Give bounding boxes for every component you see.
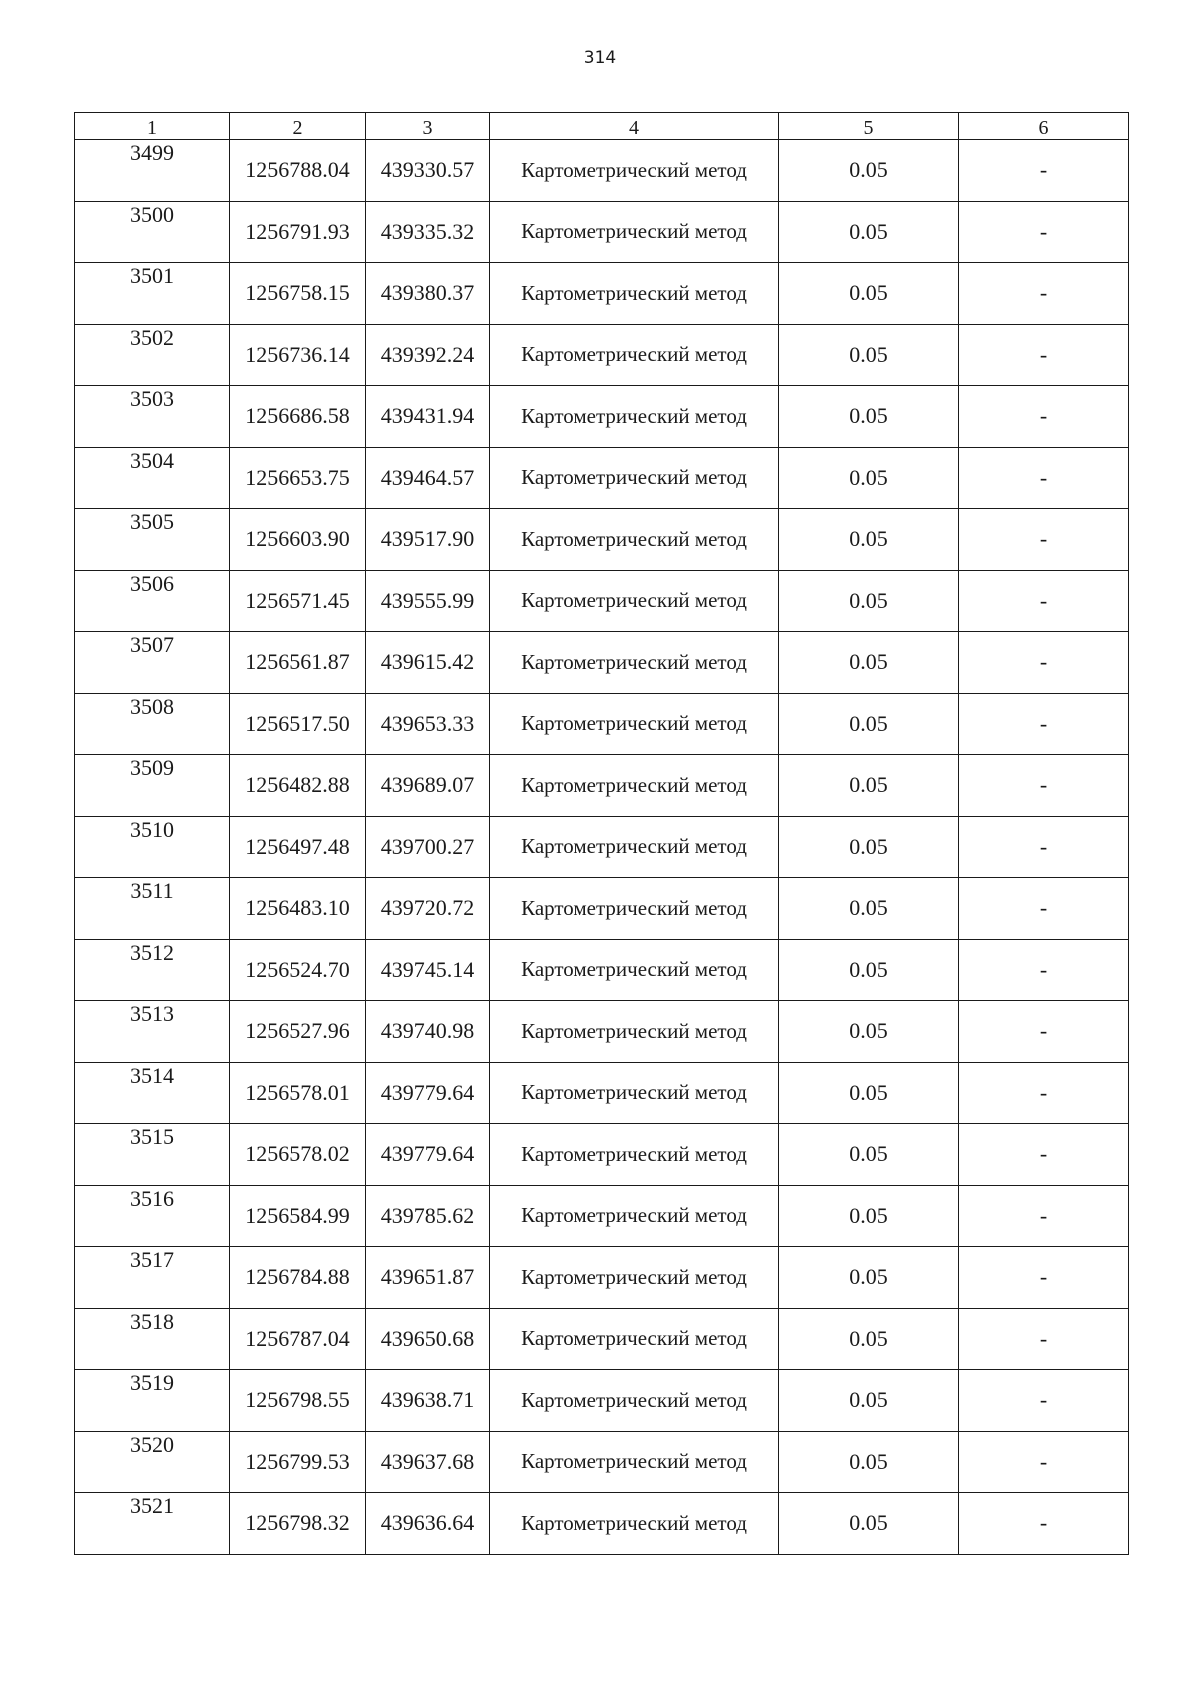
- cell-y-coordinate: 439720.72: [366, 878, 490, 940]
- cell-point-number: 3499: [75, 140, 230, 202]
- cell-accuracy: 0.05: [779, 939, 959, 1001]
- cell-point-number: 3515: [75, 1124, 230, 1186]
- table-row: [75, 1308, 1129, 1370]
- cell-y-coordinate: 439650.68: [366, 1308, 490, 1370]
- table-row: [75, 1431, 1129, 1493]
- table-row: [75, 509, 1129, 571]
- table-row: [75, 1247, 1129, 1309]
- cell-accuracy: 0.05: [779, 509, 959, 571]
- cell-accuracy: 0.05: [779, 1062, 959, 1124]
- cell-description: -: [959, 324, 1129, 386]
- cell-method: Картометрический метод: [490, 140, 779, 202]
- cell-x-coordinate: 1256736.14: [230, 324, 366, 386]
- cell-accuracy: 0.05: [779, 693, 959, 755]
- cell-description: -: [959, 693, 1129, 755]
- cell-y-coordinate: 439638.71: [366, 1370, 490, 1432]
- cell-method: Картометрический метод: [490, 1431, 779, 1493]
- cell-method: Картометрический метод: [490, 816, 779, 878]
- page-number: 314: [583, 48, 617, 68]
- cell-method: Картометрический метод: [490, 1493, 779, 1555]
- cell-method: Картометрический метод: [490, 1308, 779, 1370]
- cell-x-coordinate: 1256482.88: [230, 755, 366, 817]
- cell-x-coordinate: 1256758.15: [230, 263, 366, 325]
- table-row: [75, 263, 1129, 325]
- cell-point-number: 3520: [75, 1431, 230, 1493]
- cell-accuracy: 0.05: [779, 570, 959, 632]
- cell-x-coordinate: 1256524.70: [230, 939, 366, 1001]
- cell-point-number: 3501: [75, 263, 230, 325]
- cell-accuracy: 0.05: [779, 447, 959, 509]
- cell-x-coordinate: 1256653.75: [230, 447, 366, 509]
- cell-point-number: 3510: [75, 816, 230, 878]
- table-row: [75, 201, 1129, 263]
- table-row: [75, 140, 1129, 202]
- cell-y-coordinate: 439689.07: [366, 755, 490, 817]
- cell-x-coordinate: 1256571.45: [230, 570, 366, 632]
- cell-point-number: 3509: [75, 755, 230, 817]
- cell-accuracy: 0.05: [779, 386, 959, 448]
- cell-point-number: 3518: [75, 1308, 230, 1370]
- cell-y-coordinate: 439380.37: [366, 263, 490, 325]
- cell-accuracy: 0.05: [779, 816, 959, 878]
- cell-point-number: 3505: [75, 509, 230, 571]
- cell-accuracy: 0.05: [779, 1308, 959, 1370]
- cell-point-number: 3517: [75, 1247, 230, 1309]
- cell-point-number: 3507: [75, 632, 230, 694]
- cell-x-coordinate: 1256784.88: [230, 1247, 366, 1309]
- header-col-3: 3: [366, 113, 490, 140]
- cell-description: -: [959, 447, 1129, 509]
- cell-x-coordinate: 1256798.32: [230, 1493, 366, 1555]
- cell-description: -: [959, 939, 1129, 1001]
- table-row: [75, 939, 1129, 1001]
- cell-y-coordinate: 439700.27: [366, 816, 490, 878]
- cell-y-coordinate: 439651.87: [366, 1247, 490, 1309]
- cell-x-coordinate: 1256578.01: [230, 1062, 366, 1124]
- cell-accuracy: 0.05: [779, 263, 959, 325]
- cell-y-coordinate: 439464.57: [366, 447, 490, 509]
- cell-method: Картометрический метод: [490, 632, 779, 694]
- table-row: [75, 570, 1129, 632]
- cell-description: -: [959, 1308, 1129, 1370]
- cell-x-coordinate: 1256483.10: [230, 878, 366, 940]
- table-row: [75, 324, 1129, 386]
- cell-method: Картометрический метод: [490, 447, 779, 509]
- cell-accuracy: 0.05: [779, 1370, 959, 1432]
- cell-x-coordinate: 1256578.02: [230, 1124, 366, 1186]
- cell-description: -: [959, 1370, 1129, 1432]
- coordinates-table: [74, 112, 1129, 1555]
- cell-y-coordinate: 439637.68: [366, 1431, 490, 1493]
- cell-description: -: [959, 632, 1129, 694]
- cell-method: Картометрический метод: [490, 1185, 779, 1247]
- table-row: [75, 632, 1129, 694]
- cell-y-coordinate: 439615.42: [366, 632, 490, 694]
- cell-method: Картометрический метод: [490, 570, 779, 632]
- cell-method: Картометрический метод: [490, 693, 779, 755]
- header-col-6: 6: [959, 113, 1129, 140]
- cell-x-coordinate: 1256791.93: [230, 201, 366, 263]
- cell-x-coordinate: 1256561.87: [230, 632, 366, 694]
- cell-x-coordinate: 1256527.96: [230, 1001, 366, 1063]
- cell-point-number: 3506: [75, 570, 230, 632]
- cell-description: -: [959, 878, 1129, 940]
- cell-y-coordinate: 439785.62: [366, 1185, 490, 1247]
- table-body: [75, 140, 1129, 1555]
- cell-description: -: [959, 1001, 1129, 1063]
- cell-method: Картометрический метод: [490, 324, 779, 386]
- cell-point-number: 3502: [75, 324, 230, 386]
- cell-method: Картометрический метод: [490, 1247, 779, 1309]
- cell-description: -: [959, 816, 1129, 878]
- cell-description: -: [959, 201, 1129, 263]
- cell-point-number: 3508: [75, 693, 230, 755]
- cell-method: Картометрический метод: [490, 1001, 779, 1063]
- cell-y-coordinate: 439555.99: [366, 570, 490, 632]
- table-row: [75, 1493, 1129, 1555]
- table-row: [75, 447, 1129, 509]
- cell-accuracy: 0.05: [779, 201, 959, 263]
- cell-point-number: 3521: [75, 1493, 230, 1555]
- table-row: [75, 1001, 1129, 1063]
- cell-accuracy: 0.05: [779, 632, 959, 694]
- cell-y-coordinate: 439636.64: [366, 1493, 490, 1555]
- cell-method: Картометрический метод: [490, 509, 779, 571]
- cell-accuracy: 0.05: [779, 1493, 959, 1555]
- cell-accuracy: 0.05: [779, 1124, 959, 1186]
- cell-description: -: [959, 1185, 1129, 1247]
- cell-x-coordinate: 1256788.04: [230, 140, 366, 202]
- cell-description: -: [959, 140, 1129, 202]
- cell-method: Картометрический метод: [490, 939, 779, 1001]
- cell-x-coordinate: 1256603.90: [230, 509, 366, 571]
- cell-description: -: [959, 386, 1129, 448]
- table-row: [75, 1370, 1129, 1432]
- cell-method: Картометрический метод: [490, 1370, 779, 1432]
- cell-method: Картометрический метод: [490, 263, 779, 325]
- cell-description: -: [959, 1431, 1129, 1493]
- cell-x-coordinate: 1256517.50: [230, 693, 366, 755]
- table-row: [75, 693, 1129, 755]
- table-row: [75, 816, 1129, 878]
- cell-method: Картометрический метод: [490, 201, 779, 263]
- cell-y-coordinate: 439740.98: [366, 1001, 490, 1063]
- cell-accuracy: 0.05: [779, 1001, 959, 1063]
- table-row: [75, 386, 1129, 448]
- header-col-5: 5: [779, 113, 959, 140]
- cell-method: Картометрический метод: [490, 1124, 779, 1186]
- cell-accuracy: 0.05: [779, 324, 959, 386]
- cell-accuracy: 0.05: [779, 1185, 959, 1247]
- cell-y-coordinate: 439330.57: [366, 140, 490, 202]
- cell-point-number: 3504: [75, 447, 230, 509]
- cell-point-number: 3516: [75, 1185, 230, 1247]
- header-row: [75, 113, 1129, 140]
- cell-description: -: [959, 755, 1129, 817]
- cell-point-number: 3519: [75, 1370, 230, 1432]
- cell-x-coordinate: 1256799.53: [230, 1431, 366, 1493]
- cell-method: Картометрический метод: [490, 878, 779, 940]
- cell-description: -: [959, 1062, 1129, 1124]
- cell-description: -: [959, 509, 1129, 571]
- table-row: [75, 878, 1129, 940]
- cell-y-coordinate: 439745.14: [366, 939, 490, 1001]
- cell-accuracy: 0.05: [779, 755, 959, 817]
- cell-y-coordinate: 439779.64: [366, 1124, 490, 1186]
- table-row: [75, 755, 1129, 817]
- cell-point-number: 3514: [75, 1062, 230, 1124]
- cell-accuracy: 0.05: [779, 878, 959, 940]
- cell-y-coordinate: 439392.24: [366, 324, 490, 386]
- cell-x-coordinate: 1256798.55: [230, 1370, 366, 1432]
- table-row: [75, 1185, 1129, 1247]
- cell-point-number: 3513: [75, 1001, 230, 1063]
- cell-method: Картометрический метод: [490, 1062, 779, 1124]
- cell-description: -: [959, 263, 1129, 325]
- cell-x-coordinate: 1256497.48: [230, 816, 366, 878]
- cell-description: -: [959, 1124, 1129, 1186]
- header-col-2: 2: [230, 113, 366, 140]
- cell-y-coordinate: 439431.94: [366, 386, 490, 448]
- cell-y-coordinate: 439779.64: [366, 1062, 490, 1124]
- cell-accuracy: 0.05: [779, 1247, 959, 1309]
- header-col-4: 4: [490, 113, 779, 140]
- cell-y-coordinate: 439517.90: [366, 509, 490, 571]
- cell-description: -: [959, 1493, 1129, 1555]
- table-header: [75, 113, 1129, 140]
- cell-x-coordinate: 1256584.99: [230, 1185, 366, 1247]
- table-row: [75, 1062, 1129, 1124]
- cell-x-coordinate: 1256686.58: [230, 386, 366, 448]
- cell-point-number: 3500: [75, 201, 230, 263]
- cell-accuracy: 0.05: [779, 1431, 959, 1493]
- cell-description: -: [959, 1247, 1129, 1309]
- cell-x-coordinate: 1256787.04: [230, 1308, 366, 1370]
- cell-y-coordinate: 439653.33: [366, 693, 490, 755]
- table-row: [75, 1124, 1129, 1186]
- cell-description: -: [959, 570, 1129, 632]
- cell-point-number: 3512: [75, 939, 230, 1001]
- cell-method: Картометрический метод: [490, 755, 779, 817]
- cell-point-number: 3511: [75, 878, 230, 940]
- cell-accuracy: 0.05: [779, 140, 959, 202]
- cell-point-number: 3503: [75, 386, 230, 448]
- header-col-1: 1: [75, 113, 230, 140]
- cell-method: Картометрический метод: [490, 386, 779, 448]
- cell-y-coordinate: 439335.32: [366, 201, 490, 263]
